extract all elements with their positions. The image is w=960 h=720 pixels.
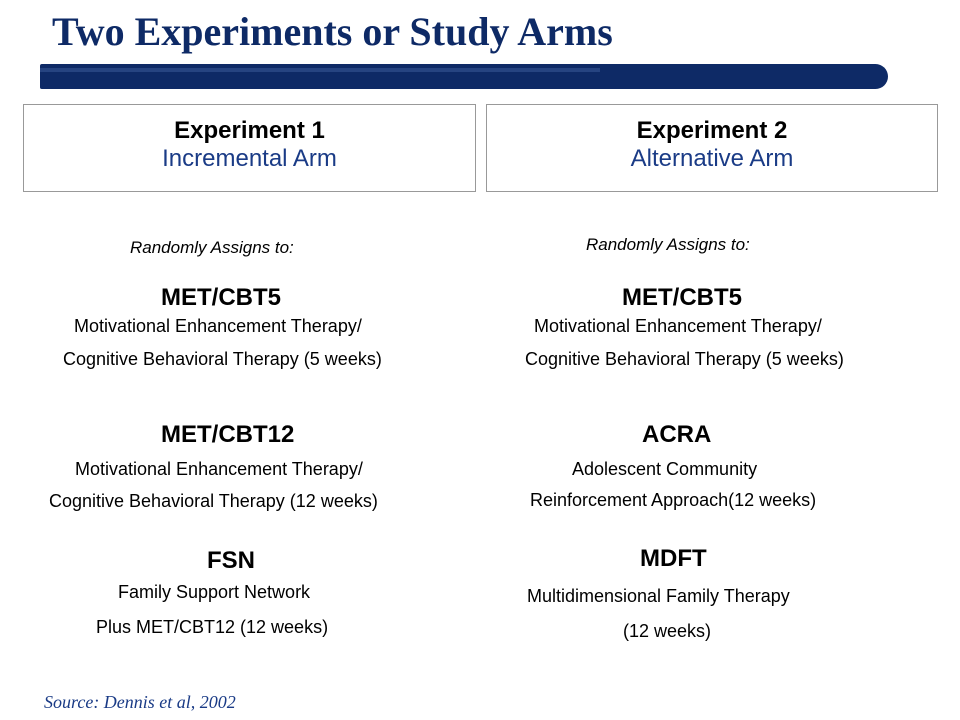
exp1-condition-1-code: MET/CBT5 <box>161 284 281 311</box>
experiment-1-assigns-label: Randomly Assigns to: <box>130 238 294 257</box>
exp1-condition-1-line-2: Cognitive Behavioral Therapy (5 weeks) <box>63 349 382 369</box>
experiment-2-box <box>486 104 938 192</box>
experiment-2-assigns-label: Randomly Assigns to: <box>586 235 750 254</box>
experiment-1-box <box>23 104 476 192</box>
exp2-condition-1-line-2: Cognitive Behavioral Therapy (5 weeks) <box>525 349 844 369</box>
exp2-condition-3-line-2: (12 weeks) <box>623 621 712 641</box>
slide-title: Two Experiments or Study Arms <box>52 9 613 54</box>
exp1-condition-2-code: MET/CBT12 <box>161 421 295 448</box>
exp2-condition-3-line-1: Multidimensional Family Therapy <box>527 586 790 606</box>
title-bar-highlight <box>40 68 600 72</box>
exp2-condition-2-code: ACRA <box>642 421 712 448</box>
experiment-1-title: Experiment 1 <box>174 117 325 144</box>
exp2-condition-1-code: MET/CBT5 <box>622 284 742 311</box>
exp2-condition-2-line-1: Adolescent Community <box>572 459 758 479</box>
exp1-condition-2-line-2: Cognitive Behavioral Therapy (12 weeks) <box>49 491 378 511</box>
experiment-2-title: Experiment 2 <box>636 117 788 144</box>
experiment-2-arm: Alternative Arm <box>630 145 794 172</box>
exp1-condition-1-line-1: Motivational Enhancement Therapy/ <box>74 316 362 336</box>
source-citation: Source: Dennis et al, 2002 <box>44 692 236 712</box>
exp1-condition-3-code: FSN <box>207 547 255 574</box>
exp1-condition-3-line-1: Family Support Network <box>118 582 311 602</box>
exp1-condition-2-line-1: Motivational Enhancement Therapy/ <box>75 459 363 479</box>
exp1-condition-3-line-2: Plus MET/CBT12 (12 weeks) <box>96 617 329 637</box>
exp2-condition-1-line-1: Motivational Enhancement Therapy/ <box>534 316 822 336</box>
experiment-1-arm: Incremental Arm <box>162 145 337 172</box>
exp2-condition-3-code: MDFT <box>640 545 707 572</box>
exp2-condition-2-line-2: Reinforcement Approach(12 weeks) <box>530 490 817 510</box>
